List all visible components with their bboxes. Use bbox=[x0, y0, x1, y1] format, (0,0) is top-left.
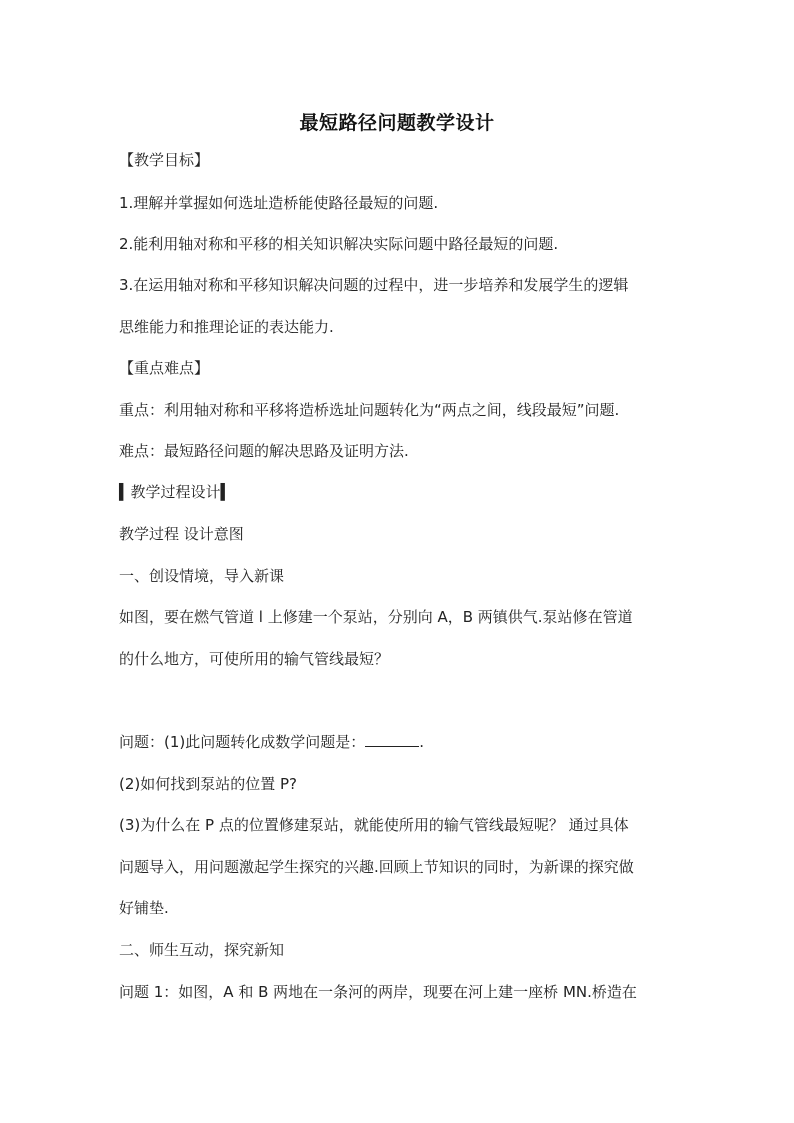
question-3-line-3: 好铺垫. bbox=[119, 899, 169, 917]
key-points-heading: 【重点难点】 bbox=[119, 359, 210, 377]
goals-heading: 【教学目标】 bbox=[119, 151, 210, 169]
goal-item-3-line-1: 3.在运用轴对称和平移知识解决问题的过程中，进一步培养和发展学生的逻辑 bbox=[119, 276, 629, 294]
key-point-text: 重点：利用轴对称和平移将造桥选址问题转化为“两点之间，线段最短”问题. bbox=[119, 401, 620, 419]
goal-item-2: 2.能利用轴对称和平移的相关知识解决实际问题中路径最短的问题. bbox=[119, 235, 559, 253]
goal-item-1: 1.理解并掌握如何选址造桥能使路径最短的问题. bbox=[119, 194, 439, 212]
problem-1-text: 问题 1：如图，A 和 B 两地在一条河的两岸，现要在河上建一座桥 MN.桥造在 bbox=[119, 983, 637, 1001]
question-1 bbox=[119, 732, 424, 752]
process-columns: 教学过程 设计意图 bbox=[119, 525, 244, 543]
document-title: 最短路径问题教学设计 bbox=[299, 112, 495, 134]
process-heading: ▍教学过程设计▍ bbox=[119, 483, 233, 501]
answer-blank bbox=[365, 732, 419, 747]
question-2: (2)如何找到泵站的位置 P? bbox=[119, 775, 298, 793]
goal-item-3-line-2: 思维能力和推理论证的表达能力. bbox=[119, 318, 334, 336]
intro-line-1: 如图，要在燃气管道 l 上修建一个泵站，分别向 A，B 两镇供气.泵站修在管道 bbox=[119, 608, 633, 626]
question-1-period: . bbox=[419, 733, 425, 751]
intro-line-2: 的什么地方，可使所用的输气管线最短？ bbox=[119, 650, 390, 668]
question-3-line-2: 问题导入，用问题激起学生探究的兴趣.回顾上节知识的同时，为新课的探究做 bbox=[119, 858, 634, 876]
section-2-heading: 二、师生互动，探究新知 bbox=[119, 941, 285, 959]
section-1-heading: 一、创设情境，导入新课 bbox=[119, 567, 285, 585]
difficulty-text: 难点：最短路径问题的解决思路及证明方法. bbox=[119, 442, 409, 460]
question-3-line-1: (3)为什么在 P 点的位置修建泵站，就能使所用的输气管线最短呢？ 通过具体 bbox=[119, 816, 629, 834]
question-1-text: 问题：(1)此问题转化成数学问题是： bbox=[119, 733, 366, 751]
